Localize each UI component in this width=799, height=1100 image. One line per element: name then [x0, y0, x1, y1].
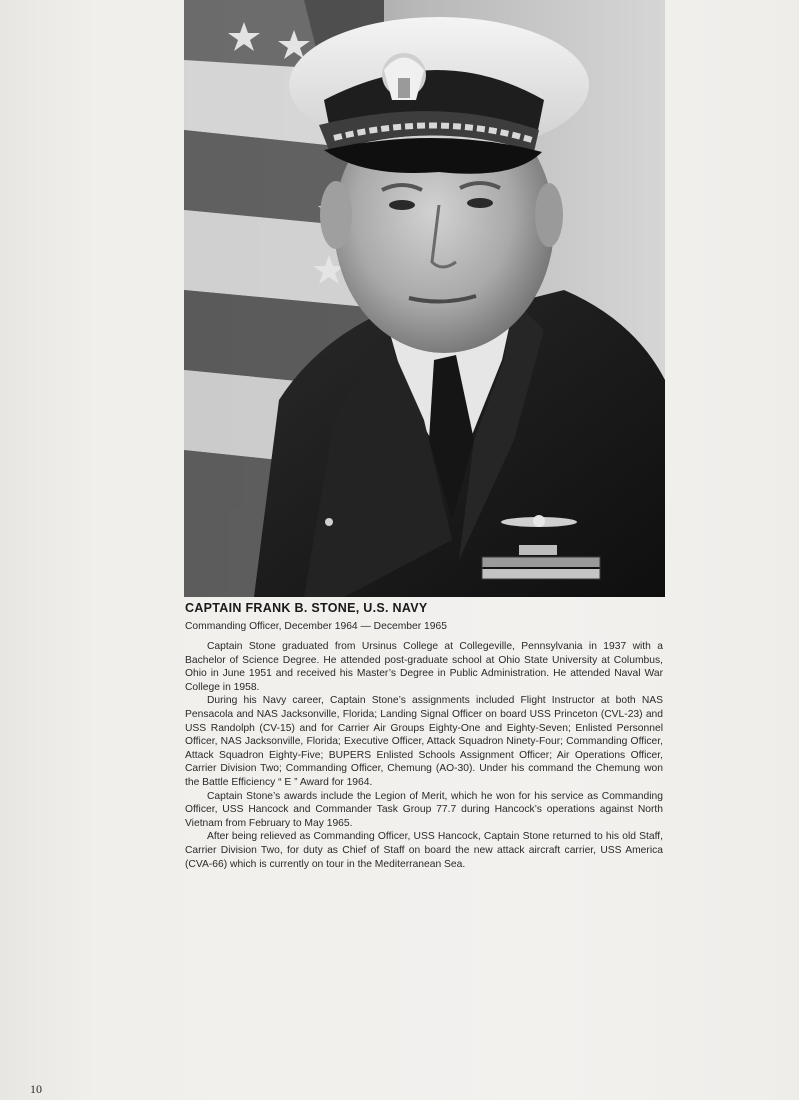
bio-paragraph: During his Navy career, Captain Stone’s assignments included Flight Instructor at both NAS Pensacola and NAS Jacksonville, Florida; Landing Signal Officer on board USS Princeton (CVL-23) and USS Randolph (CV-15) and for Carrier Air Groups Eighty-One and Eighty-Seven; Enlisted Personnel Officer, NAS Jacksonville, Florida; Executive Officer, Attack Squadron Ninety-Four; Commanding Officer, Attack Squadron Eighty-Five; BUPERS Enlisted Schools Assignment Officer; Air Operations Officer, Carrier Division Two; Commanding Officer, Chemung (AO-30). Under his command the Chemung won the Battle Efficiency “ E ” Award for 1964.: [185, 695, 663, 788]
bio-paragraph: After being relieved as Commanding Officer, USS Hancock, Captain Stone returned to his old Staff, Carrier Division Two, for duty as Chief of Staff on board the new attack aircraft carrier, USS America (CVA-66) which is currently on tour in the Mediterranean Sea.: [185, 831, 663, 870]
portrait-photo: [184, 0, 665, 597]
caption-title: CAPTAIN FRANK B. STONE, U.S. NAVY: [185, 601, 428, 615]
bio-paragraph: Captain Stone’s awards include the Legion of Merit, which he won for his service as Commanding Officer, USS Hancock and Commander Task Group 77.7 during Hancock’s operations against North Vietnam from February to May 1965.: [185, 790, 663, 829]
biography: [185, 640, 663, 871]
page-number: 10: [30, 1082, 42, 1096]
lapel-pin: [325, 518, 333, 526]
portrait-illustration: [184, 0, 665, 597]
caption-subtitle: Commanding Officer, December 1964 — December 1965: [185, 621, 447, 632]
bio-paragraph: Captain Stone graduated from Ursinus College at Collegeville, Pennsylvania in 1937 with a Bachelor of Science Degree. He attended post-graduate school at Ohio State University at Columbus, Ohio in June 1951 and received his Master’s Degree in Public Administration. He attended Naval War College in 1958.: [185, 641, 663, 693]
